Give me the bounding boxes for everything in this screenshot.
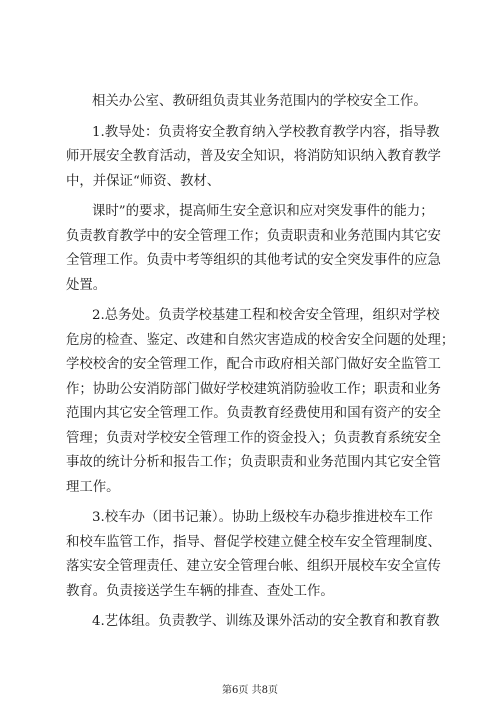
paragraph-line: 4.艺体组。负责教学、训练及课外活动的安全教育和教育教 <box>92 614 440 629</box>
paragraph-line: 1.教导处：负责将安全教育纳入学校教育教学内容，指导教 <box>92 124 440 140</box>
paragraph-line: 课时”的要求，提高师生安全意识和应对突发事件的能力； <box>92 204 434 219</box>
paragraph-line: 事故的统计分析和报告工作；负责职责和业务范围内其它安全管 <box>66 455 441 470</box>
paragraph-line: 中，并保证“师资、教材、 <box>66 173 221 189</box>
page-number-footer: 第6页 共8页 <box>222 685 278 696</box>
paragraph-line: 理工作。 <box>66 479 120 495</box>
paragraph-line: 管理；负责对学校安全管理工作的资金投入；负责教育系统安全 <box>66 430 441 446</box>
paragraph-line: 落实安全管理责任、建立安全管理台帐、组织开展校车安全宣传 <box>66 559 441 574</box>
paragraph-line: 和校车监管工作，指导、督促学校建立健全校车安全管理制度、 <box>66 534 441 550</box>
paragraph-line: 全管理工作。负责中考等组织的其他考试的安全突发事件的应急 <box>66 253 441 268</box>
paragraph-line: 负责教育教学中的安全管理工作；负责职责和业务范围内其它安 <box>66 228 441 244</box>
paragraph-line: 危房的检查、鉴定、改建和自然灾害造成的校舍安全问题的处理； <box>66 332 455 348</box>
paragraph-line: 学校校舍的安全管理工作，配合市政府相关部门做好安全监管工 <box>66 357 441 372</box>
paragraph-line: 2.总务处。负责学校基建工程和校舍安全管理，组织对学校 <box>92 308 440 323</box>
paragraph-line: 教育。负责接送学生车辆的排查、查处工作。 <box>66 583 334 599</box>
paragraph-line: 处置。 <box>66 277 107 293</box>
paragraph-line: 相关办公室、教研组负责其业务范围内的学校安全工作。 <box>92 94 427 109</box>
paragraph-line: 作；协助公安消防部门做好学校建筑消防验收工作；职责和业务 <box>66 381 441 397</box>
paragraph-line: 3.校车办（团书记兼）。协助上级校车办稳步推进校车工作 <box>92 510 433 525</box>
body-text <box>66 90 455 635</box>
paragraph-line: 范围内其它安全管理工作。负责教育经费使用和国有资产的安全 <box>66 406 441 421</box>
paragraph-line: 师开展安全教育活动，普及安全知识，将消防知识纳入教育教学 <box>66 149 441 164</box>
